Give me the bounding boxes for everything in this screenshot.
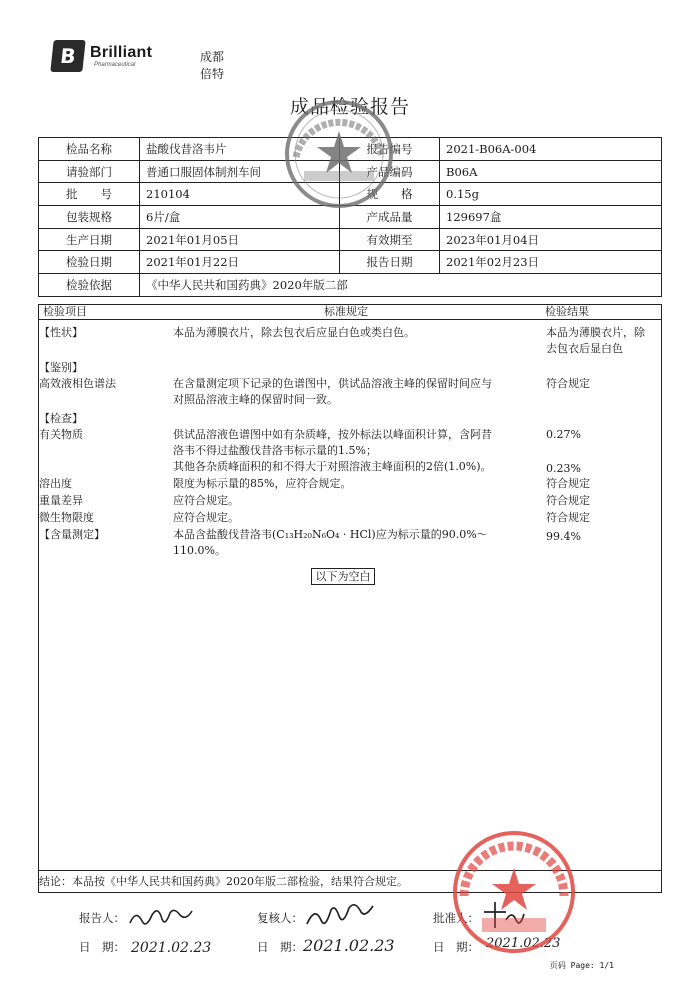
related-result-1: 0.27% [546,428,581,441]
info-value: 盐酸伐昔洛韦片 [140,138,340,161]
info-row [39,228,662,251]
info-value: 6片/盒 [140,206,340,229]
item-hplc: 高效液相色谱法 [39,377,116,390]
company-logo [52,38,232,81]
info-label: 检验日期 [39,251,140,274]
info-value: 2021-B06A-004 [440,138,662,161]
related-standard-1: 供试品溶液色谱图中如有杂质峰，按外标法以峰面积计算，含阿昔 [173,428,492,441]
info-label: 报告日期 [340,251,440,274]
logo-subtitle: Pharmaceutical [94,62,136,68]
info-label: 产品编码 [340,160,440,183]
info-label: 包装规格 [39,206,140,229]
page-title: 成品检验报告 [289,96,410,118]
info-value: B06A [440,160,662,183]
section-xingzhuang: 【性状】 [39,326,83,339]
info-label: 报告编号 [340,138,440,161]
info-label: 生产日期 [39,228,140,251]
info-row [39,251,662,274]
info-label: 规 格 [340,183,440,206]
info-value: 2021年02月23日 [440,251,662,274]
company-red-seal-stamp [450,828,578,956]
approver-date: 2021.02.23 [486,936,561,951]
section-assay: 【含量测定】 [39,528,105,541]
assay-standard-1: 本品含盐酸伐昔洛韦(C₁₃H₂₀N₆O₄ · HCl)应为标示量的90.0%～ [173,528,488,541]
reporter-date-label: 日 期： [79,940,125,954]
info-value: 2023年01月04日 [440,228,662,251]
micro-result: 符合规定 [546,511,590,524]
xingzhuang-result-1: 本品为薄膜衣片，除 [546,326,645,339]
basis-label: 检验依据 [39,274,140,297]
reviewer-label: 复核人： [257,911,303,925]
hplc-standard-2: 对照品溶液主峰的保留时间一致。 [173,393,338,406]
weight-result: 符合规定 [546,494,590,507]
micro-standard: 应符合规定。 [173,511,239,524]
assay-standard-2: 110.0%。 [173,544,226,557]
reviewer-date: 2021.02.23 [303,936,395,955]
basis-value: 《中华人民共和国药典》2020年版二部 [140,274,662,297]
approver-date-label: 日 期： [433,940,479,954]
hplc-result: 符合规定 [546,377,590,390]
reviewer-date-label: 日 期： [257,940,303,954]
xingzhuang-standard: 本品为薄膜衣片，除去包衣后应显白色或类白色。 [173,326,415,339]
related-standard-3: 其他各杂质峰面积的和不得大于对照溶液主峰面积的2倍(1.0%)。 [173,460,492,473]
info-label: 产成品量 [340,206,440,229]
info-label: 批 号 [39,183,140,206]
info-value: 普通口服固体制剂车间 [140,160,340,183]
col-item-header: 检验项目 [43,305,87,318]
conclusion-text: 结论：本品按《中华人民共和国药典》2020年版二部检验，结果符合规定。 [39,875,408,888]
company-name-cn: 成都倍特 [200,50,225,81]
qa-seal-stamp [282,97,396,211]
reporter-signature [126,905,206,933]
related-result-2: 0.23% [546,462,581,475]
results-frame [38,304,662,893]
info-label: 请验部门 [39,160,140,183]
item-related-substances: 有关物质 [39,428,83,441]
logo-text [90,44,152,68]
hplc-standard-1: 在含量测定项下记录的色谱图中，供试品溶液主峰的保留时间应与 [173,377,492,390]
weight-standard: 应符合规定。 [173,494,239,507]
info-value: 210104 [140,183,340,206]
page-number: 页码 Page: 1/1 [549,961,614,970]
reviewer-signature [303,902,383,934]
xingzhuang-result-2: 去包衣后显白色 [546,342,623,355]
info-label: 有效期至 [340,228,440,251]
approver-label: 批准人： [433,911,479,925]
col-result-header: 检验结果 [545,305,589,318]
related-standard-2: 洛韦不得过盐酸伐昔洛韦标示量的1.5%； [173,444,377,457]
info-row-basis [39,274,662,297]
info-value: 0.15g [440,183,662,206]
logo-mark-icon: B [50,40,85,72]
col-standard-header: 标准规定 [324,305,368,318]
reporter-date: 2021.02.23 [131,940,212,956]
dissolution-standard: 限度为标示量的85%，应符合规定。 [173,477,352,490]
blank-below-note: 以下为空白 [311,568,375,585]
logo-name: Brilliant [90,44,153,61]
info-value: 2021年01月22日 [140,251,340,274]
info-value: 2021年01月05日 [140,228,340,251]
assay-result: 99.4% [546,530,581,543]
section-jiancha: 【检查】 [39,412,83,425]
item-dissolution: 溶出度 [39,477,72,490]
item-microbial-limit: 微生物限度 [39,511,94,524]
info-value: 129697盒 [440,206,662,229]
dissolution-result: 符合规定 [546,477,590,490]
reporter-label: 报告人： [79,911,125,925]
item-weight-variation: 重量差异 [39,494,83,507]
section-jianbie: 【鉴别】 [39,361,83,374]
info-label: 检品名称 [39,138,140,161]
